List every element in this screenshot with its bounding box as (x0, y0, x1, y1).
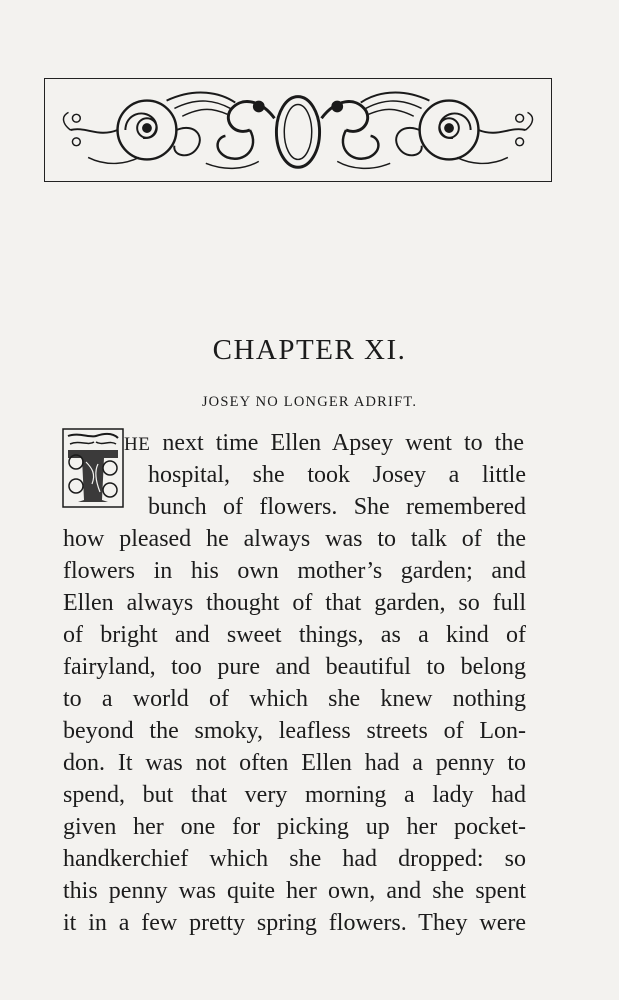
ornamental-headpiece-icon (44, 78, 552, 182)
body-line-8: fairyland, too pure and beautiful to belong (63, 654, 526, 680)
body-line-12: spend, but that very morning a lady had (63, 782, 526, 808)
decorated-initial-t-icon (62, 428, 124, 508)
body-line-7: of bright and sweet things, as a kind of (63, 622, 526, 648)
body-line-9: to a world of which she knew nothing (63, 686, 526, 712)
body-line-5: flowers in his own mother’s garden; and (63, 558, 526, 584)
body-line-2: hospital, she took Josey a little (148, 462, 526, 488)
body-line-10: beyond the smoky, leafless streets of Lon- (63, 718, 526, 744)
body-line-11: don. It was not often Ellen had a penny to (63, 750, 526, 776)
body-line-16: it in a few pretty spring flowers. They were (63, 910, 526, 936)
body-line-4: how pleased he always was to talk of the (63, 526, 526, 552)
body-line-14: handkerchief which she had dropped: so (63, 846, 526, 872)
body-line-13: given her one for picking up her pocket- (63, 814, 526, 840)
body-line-1 (124, 427, 524, 461)
body-line-3: bunch of flowers. She remembered (148, 494, 526, 520)
chapter-title: CHAPTER XI. (212, 334, 407, 366)
first-line-text: next time Ellen Apsey went to the (150, 430, 524, 456)
first-word-smallcaps: HE (124, 434, 151, 455)
body-line-6: Ellen always thought of that garden, so full (63, 590, 526, 616)
chapter-subtitle: JOSEY NO LONGER ADRIFT. (201, 394, 418, 410)
body-line-15: this penny was quite her own, and she spent (63, 878, 526, 904)
